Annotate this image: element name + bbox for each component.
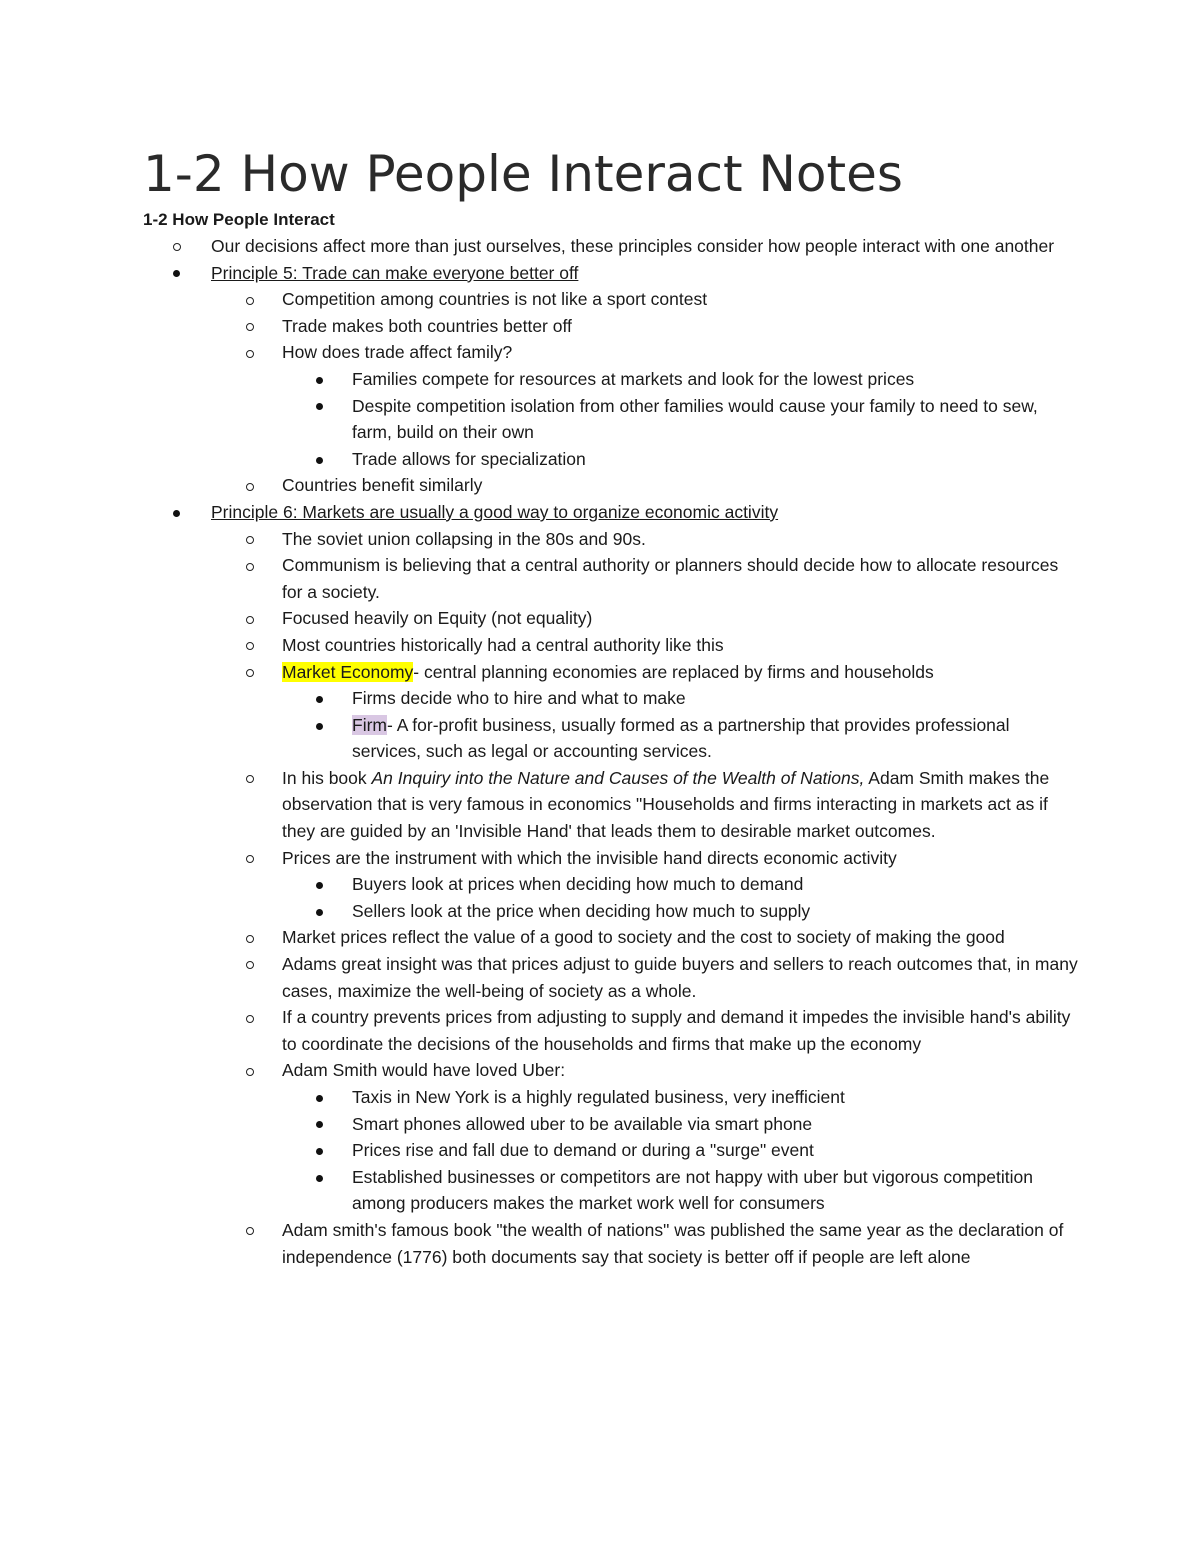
list-item: [0, 924, 1082, 951]
list-item-text: Adam Smith makes the observation that is very famous in economics "Households and firms interacting in markets act as if they are guided by an 'Invisible Hand' that leads them to desirable market outcomes.: [282, 767, 1050, 842]
list-item: [0, 1084, 1072, 1111]
circle-bullet-icon: [246, 605, 254, 632]
list-item-text: How does trade affect family?: [282, 342, 513, 363]
list-item: [0, 1057, 1082, 1084]
circle-bullet-icon: [246, 632, 254, 659]
circle-bullet-icon: [246, 472, 254, 499]
list-item: [0, 871, 1072, 898]
circle-bullet-icon: [173, 233, 181, 260]
circle-bullet-icon: [246, 1057, 254, 1084]
disc-bullet-icon: [316, 685, 323, 712]
list-item-text: Communism is believing that a central authority or planners should decide how to allocate resources for a society.: [282, 555, 1059, 602]
disc-bullet-icon: [316, 898, 323, 925]
highlighted-term-firm: Firm: [352, 714, 387, 735]
list-item-text: Established businesses or competitors are not happy with uber but vigorous competition among producers makes the market work well for consumers: [352, 1166, 1033, 1214]
list-item-text: Families compete for resources at markets and look for the lowest prices: [352, 368, 915, 389]
list-item-text: Adam smith's famous book "the wealth of nations" was published the same year as the declaration of independence (1776) both documents say that society is better off if people are left alone: [282, 1219, 1064, 1267]
intro-text: Our decisions affect more than just ourselves, these principles consider how people interact with one another: [211, 236, 1055, 256]
list-item: [0, 472, 1082, 499]
disc-bullet-icon: [316, 446, 323, 473]
list-item: [0, 1004, 1082, 1057]
circle-bullet-icon: [246, 765, 254, 792]
list-item: [0, 712, 1072, 765]
list-item: [0, 393, 1072, 446]
circle-bullet-icon: [246, 552, 254, 579]
list-item-text: The soviet union collapsing in the 80s and 90s.: [282, 528, 646, 549]
list-item-text: Countries benefit similarly: [282, 475, 483, 496]
list-item: [0, 1217, 1082, 1270]
disc-bullet-icon: [316, 1084, 323, 1111]
list-item-text: - central planning economies are replaced by firms and households: [413, 661, 934, 682]
list-item-text: Focused heavily on Equity (not equality): [282, 608, 593, 629]
list-item-text: Sellers look at the price when deciding how much to supply: [352, 900, 811, 921]
disc-bullet-icon: [316, 366, 323, 393]
disc-bullet-icon: [173, 260, 180, 287]
list-item: [0, 659, 1082, 686]
list-item: [0, 845, 1082, 872]
list-item: [0, 1137, 1072, 1164]
list-item-text: Taxis in New York is a highly regulated business, very inefficient: [352, 1087, 845, 1107]
disc-bullet-icon: [316, 1111, 323, 1138]
list-item-text: Prices are the instrument with which the invisible hand directs economic activity: [282, 847, 897, 868]
document-title: 1-2 How People Interact Notes: [143, 145, 903, 203]
list-item-text: Most countries historically had a central authority like this: [282, 634, 724, 655]
list-item-text: Adam Smith would have loved Uber:: [282, 1060, 566, 1081]
list-item: [0, 765, 1082, 845]
highlighted-term-market-economy: Market Economy: [282, 661, 414, 682]
circle-bullet-icon: [246, 286, 254, 313]
list-item-text: Firms decide who to hire and what to make: [352, 688, 686, 709]
circle-bullet-icon: [246, 924, 254, 951]
list-item: [0, 526, 1082, 553]
list-item-text: Despite competition isolation from other families would cause your family to need to sew, farm, build on their own: [352, 395, 1038, 443]
disc-bullet-icon: [316, 871, 323, 898]
principle-6-heading: Principle 6: Markets are usually a good way to organize economic activity: [211, 501, 779, 522]
list-item: [0, 446, 1072, 473]
list-item: [0, 1164, 1072, 1217]
disc-bullet-icon: [316, 393, 323, 420]
list-item: [0, 286, 1082, 313]
list-item: [0, 233, 1071, 260]
list-item-text: Competition among countries is not like a sport contest: [282, 289, 708, 310]
list-item-text: Adams great insight was that prices adjust to guide buyers and sellers to reach outcomes that, in many cases, maximize the well-being of society as a whole.: [282, 954, 1078, 1001]
section-heading: 1-2 How People Interact: [143, 210, 335, 229]
circle-bullet-icon: [246, 313, 254, 340]
list-item: [0, 1111, 1072, 1138]
list-item-text: Prices rise and fall due to demand or during a "surge" event: [352, 1140, 814, 1161]
circle-bullet-icon: [246, 951, 254, 978]
list-item: [0, 339, 1082, 366]
list-item: [0, 260, 1071, 287]
circle-bullet-icon: [246, 1217, 254, 1244]
list-item-text: Buyers look at prices when deciding how much to demand: [352, 874, 804, 895]
disc-bullet-icon: [316, 1137, 323, 1164]
list-item-text: Trade makes both countries better off: [282, 315, 572, 336]
list-item-text: Smart phones allowed uber to be available via smart phone: [352, 1113, 813, 1134]
notes-outline: [0, 233, 1200, 1270]
disc-bullet-icon: [173, 499, 180, 526]
list-item-text: If a country prevents prices from adjusting to supply and demand it impedes the invisible hand's ability to coordinate the decisions of the households and firms that make up the economy: [282, 1007, 1071, 1054]
disc-bullet-icon: [316, 712, 323, 739]
principle-5-heading: Principle 5: Trade can make everyone better off: [211, 262, 579, 283]
list-item: [0, 632, 1082, 659]
book-title: An Inquiry into the Nature and Causes of the Wealth of Nations,: [371, 767, 865, 788]
list-item: [0, 552, 1082, 605]
circle-bullet-icon: [246, 339, 254, 366]
circle-bullet-icon: [246, 526, 254, 553]
list-item: [0, 951, 1082, 1004]
list-item: [0, 313, 1082, 340]
disc-bullet-icon: [316, 1164, 323, 1191]
list-item: [0, 366, 1072, 393]
list-item-text: Trade allows for specialization: [352, 448, 586, 469]
list-item: [0, 499, 1071, 526]
list-item-text: - A for-profit business, usually formed as a partnership that provides professional services, such as legal or accounting services.: [352, 714, 1010, 762]
list-item-text: In his book: [282, 767, 372, 788]
list-item: [0, 605, 1082, 632]
circle-bullet-icon: [246, 845, 254, 872]
list-item-text: Market prices reflect the value of a good to society and the cost to society of making the good: [282, 927, 1005, 948]
circle-bullet-icon: [246, 659, 254, 686]
list-item: [0, 898, 1072, 925]
list-item: [0, 685, 1072, 712]
circle-bullet-icon: [246, 1004, 254, 1031]
